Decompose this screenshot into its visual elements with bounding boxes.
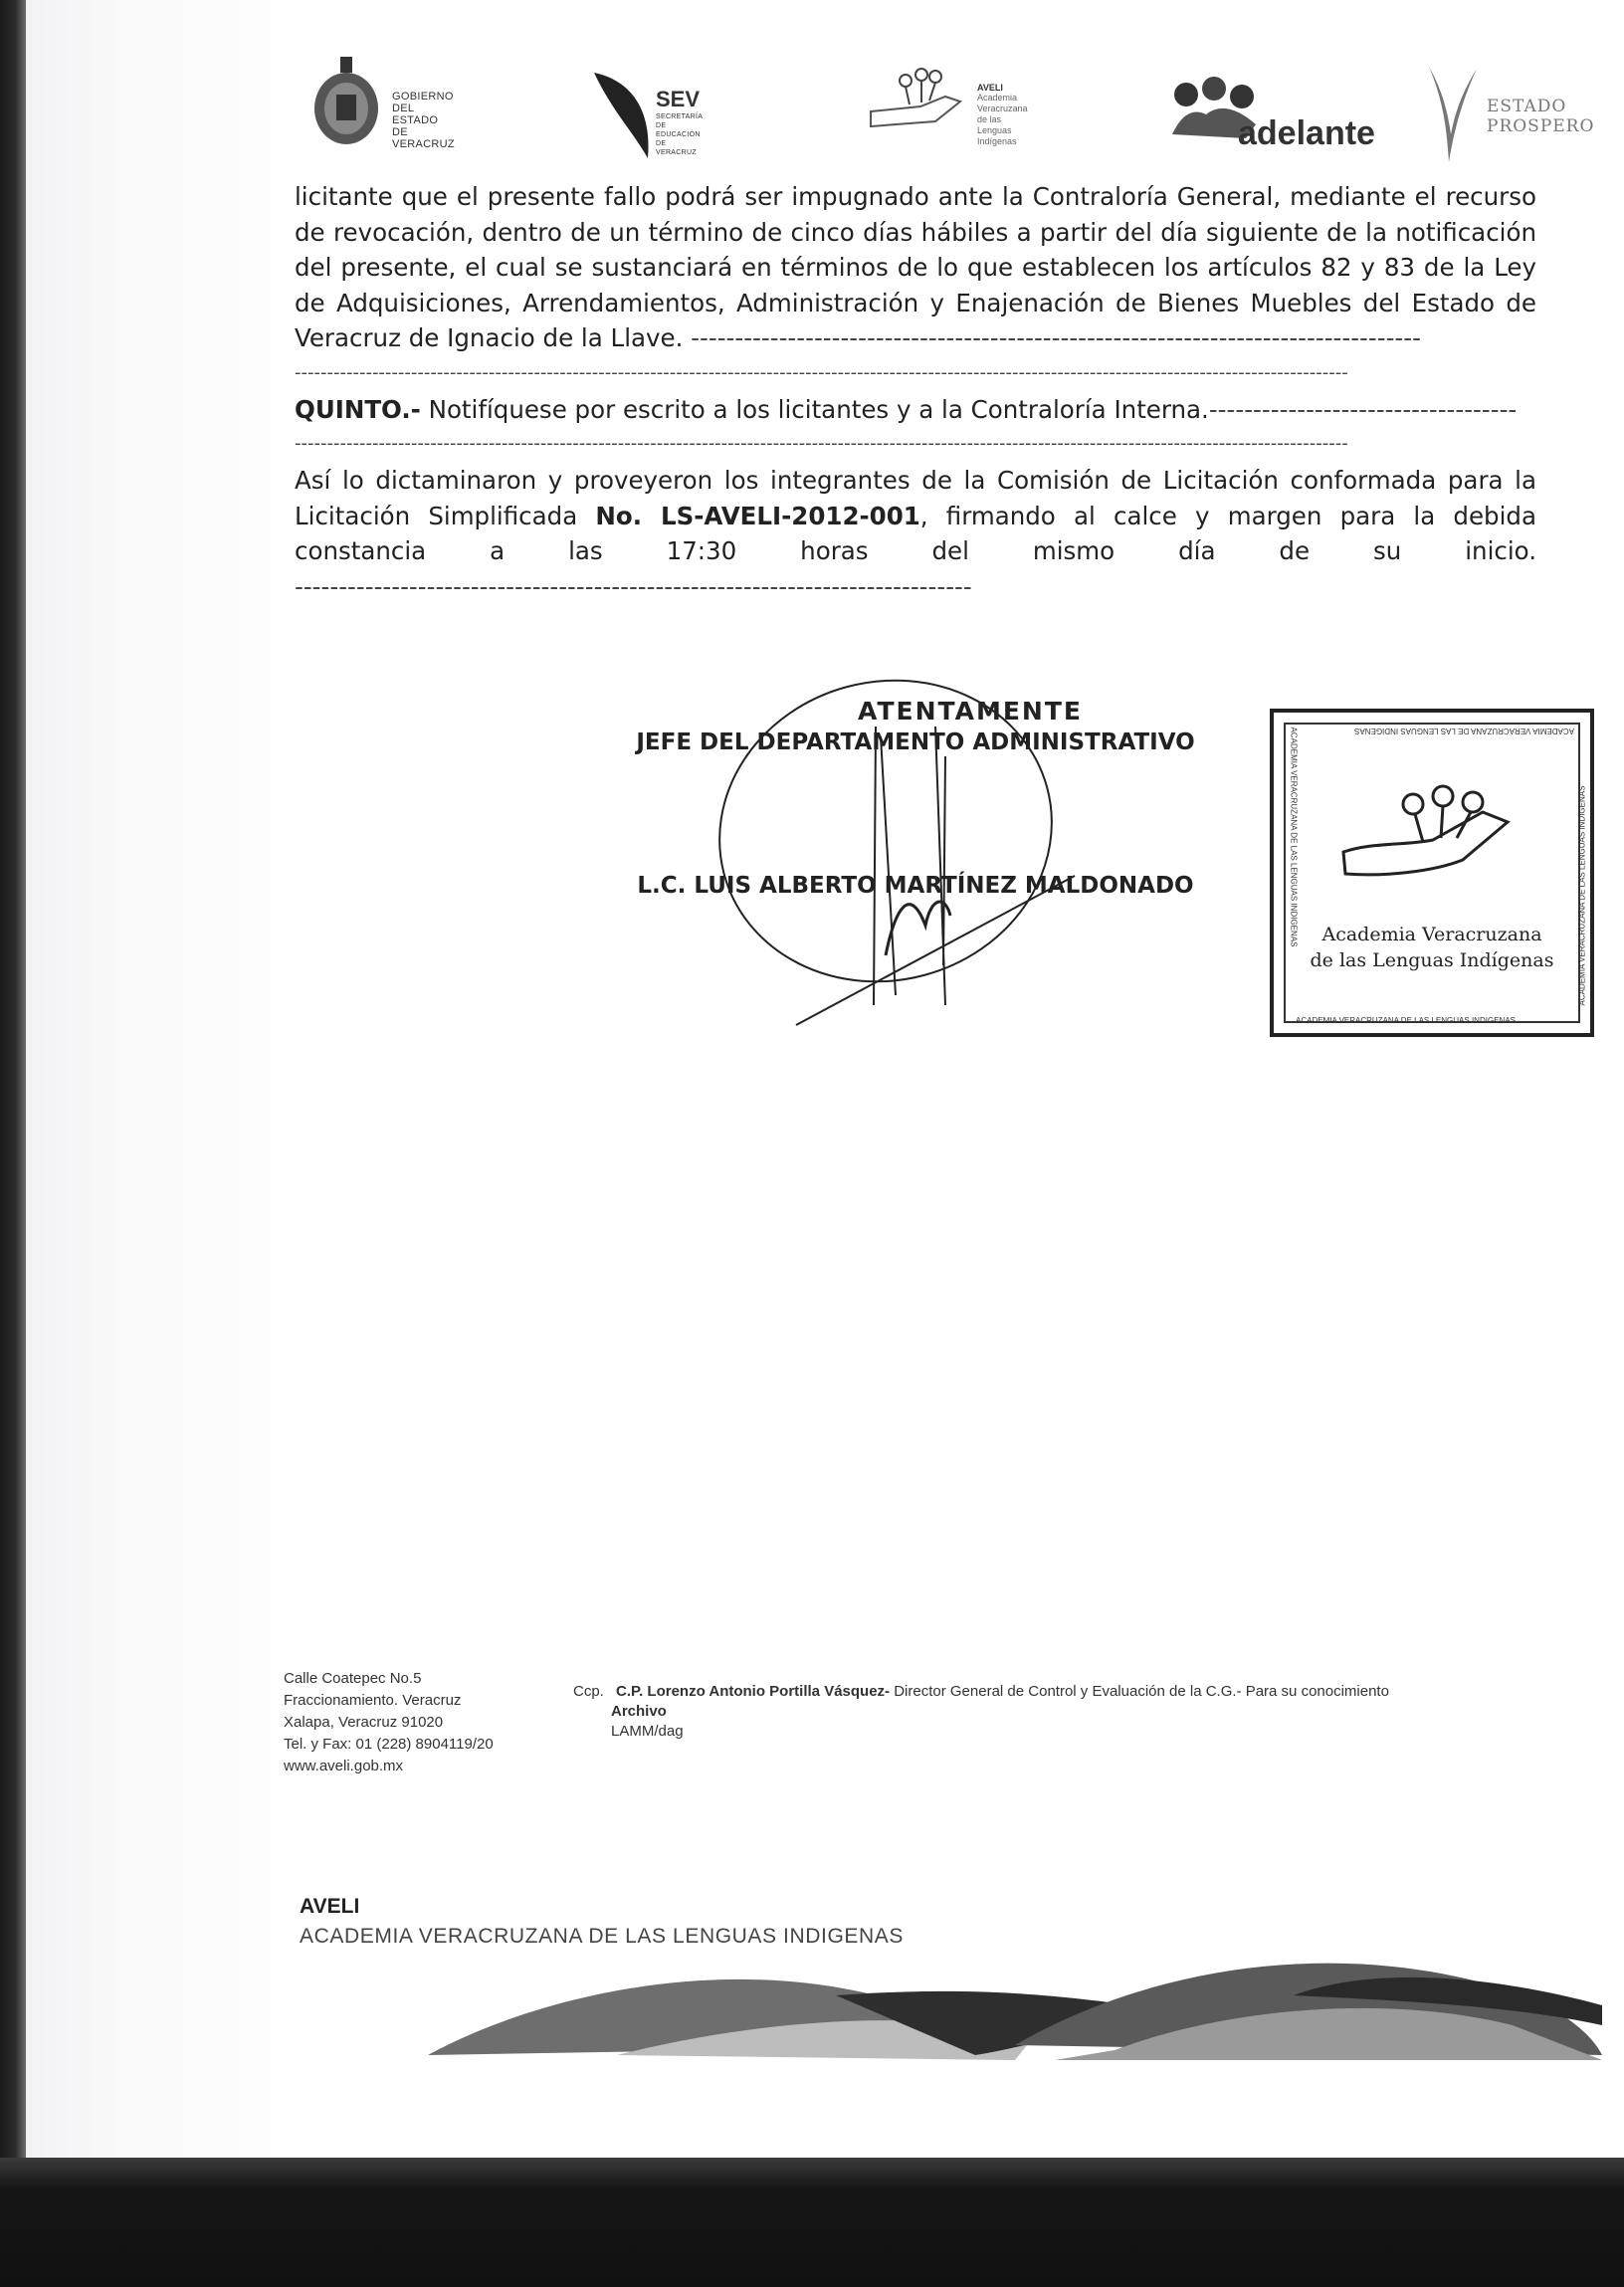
footer-address: [284, 1668, 494, 1777]
address-line1: Calle Coatepec No.5: [284, 1670, 422, 1687]
dash-fill: -----------------------------------------------------------------------------: [295, 571, 972, 601]
adelante-text: adelante: [1238, 114, 1375, 152]
estado-text: ESTADO: [1487, 97, 1567, 116]
dash-separator: -------------------------------------------------------------------------------------------------------------------------------------------------------------------: [295, 433, 1348, 454]
ccp-archivo: Archivo: [611, 1703, 667, 1720]
institutional-stamp: [1270, 709, 1594, 1037]
dash-fill: -----------------------------------: [1208, 394, 1518, 424]
footer-ccp: [573, 1682, 1568, 1742]
v-leaf-icon: [1425, 65, 1480, 164]
aveli-full-name: ACADEMIA VERACRUZANA DE LAS LENGUAS INDIGENAS: [300, 1925, 904, 1948]
licitacion-number: No. LS-AVELI-2012-001: [595, 501, 920, 530]
footer-waves-decoration: [418, 1936, 1602, 2065]
document-body: [295, 179, 1536, 604]
ccp-label: Ccp.: [573, 1683, 604, 1700]
gobierno-line2: ESTADO DE VERACRUZ: [392, 114, 455, 150]
paragraph-dictamen: [295, 463, 1536, 604]
address-website: www.aveli.gob.mx: [284, 1758, 404, 1774]
ccp-role: Director General de Control y Evaluación de la C.G.- Para su conocimiento: [890, 1683, 1389, 1700]
letterhead: [299, 55, 1612, 174]
scan-edge-bottom: [0, 2158, 1624, 2287]
gobierno-line1: GOBIERNO DEL: [392, 91, 454, 114]
stamp-border-text-right: ACADEMIA VERACRUZANA DE LAS LENGUAS INDIGENAS: [1577, 785, 1587, 1006]
quinto-text: Notifíquese por escrito a los licitantes y a la Contraloría Interna.: [420, 394, 1209, 424]
paragraph-impugnacion: [295, 179, 1536, 356]
prospero-text: PROSPERO: [1487, 116, 1595, 136]
hand-plant-icon: [866, 67, 975, 146]
dash-fill: -----------------------------------------------------------------------------------: [691, 323, 1421, 352]
handwritten-signature: [697, 667, 1095, 1035]
paragraph-impugnacion-text: licitante que el presente fallo podrá ser impugnado ante la Contraloría General, mediante el recurso de revocación, dentro de un término de cinco días hábiles a partir del día siguiente de la notificación del presente, el cual se sustanciará en términos de lo que establecen los artículos 82 y 83 de la Ley de Adquisiciones, Arrendamientos, Administración y Enajenación de Bienes Muebles del Estado de Veracruz de Ignacio de la Llave.: [295, 182, 1536, 352]
dictamen-text-a: Así lo dictaminaron y proveyeron los integrantes de la Comisión de Licitación conformada para la Licitación Simplificada: [295, 466, 1536, 530]
stamp-line2: de las Lenguas Indígenas: [1310, 949, 1554, 971]
address-phone: Tel. y Fax: 01 (228) 8904119/20: [284, 1736, 494, 1753]
sev-sub2: DE VERACRUZ: [656, 140, 697, 156]
signer-name: L.C. LUIS ALBERTO MARTÍNEZ MALDONADO: [637, 873, 1194, 899]
aveli-logo-sub1: Academia Veracruzana de las: [977, 93, 1028, 124]
aveli-logo-sub2: Lenguas Indígenas: [977, 125, 1017, 146]
aveli-title: AVELI: [300, 1895, 360, 1918]
stamp-border-text-bottom: ACADEMIA VERACRUZANA DE LAS LENGUAS INDIGENAS: [1296, 1016, 1516, 1025]
sev-sub1: SECRETARÍA DE EDUCACIÓN: [656, 113, 703, 138]
dictamen-text-b: , firmando al calce y margen para la debida constancia a las 17:30 horas del mismo día de su inicio.: [295, 501, 1536, 565]
cargo: JEFE DEL DEPARTAMENTO ADMINISTRATIVO: [636, 729, 1195, 755]
stamp-border-text-top: ACADEMIA VERACRUZANA DE LAS LENGUAS INDIGENAS: [1354, 727, 1574, 735]
stamp-border-text-left: ACADEMIA VERACRUZANA DE LAS LENGUAS INDIGENAS: [1289, 727, 1299, 947]
address-line3: Xalapa, Veracruz 91020: [284, 1714, 444, 1731]
quinto-label: QUINTO.-: [295, 394, 421, 424]
aveli-logo-title: AVELI: [977, 83, 1003, 93]
ccp-name: C.P. Lorenzo Antonio Portilla Vásquez-: [616, 1683, 891, 1700]
hand-plant-icon: [1333, 782, 1532, 902]
coat-of-arms-icon: [306, 57, 386, 151]
ccp-initials: LAMM/dag: [611, 1723, 684, 1740]
stamp-line1: Academia Veracruzana: [1321, 924, 1542, 945]
sev-title: SEV: [656, 87, 701, 111]
sev-swoosh-icon: [592, 71, 654, 160]
dash-separator: -------------------------------------------------------------------------------------------------------------------------------------------------------------------: [295, 361, 1348, 383]
paragraph-quinto: [295, 392, 1536, 428]
address-line2: Fraccionamiento. Veracruz: [284, 1692, 462, 1709]
atentamente: ATENTAMENTE: [858, 697, 1083, 726]
scan-edge-left: [0, 0, 26, 2287]
